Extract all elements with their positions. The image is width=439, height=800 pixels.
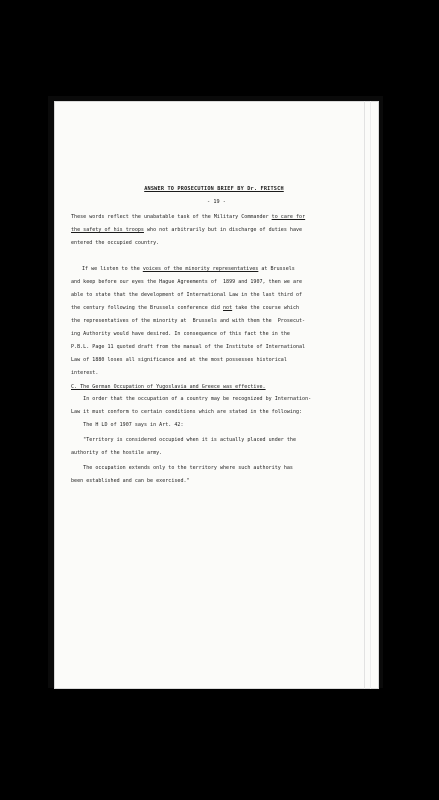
page-number: - 19 - bbox=[207, 199, 226, 205]
text-line: interest. bbox=[71, 370, 99, 376]
text-line: Law it must conform to certain conditions which are stated in the following: bbox=[71, 409, 303, 415]
text-line: the representatives of the minority at Brussels and with them the Prosecut- bbox=[71, 318, 306, 324]
text-line: and keep before our eyes the Hague Agreements of 1899 and 1907, then we are bbox=[71, 279, 303, 285]
text-line: been established and can be exercised." bbox=[71, 478, 190, 484]
text-line: entered the occupied country. bbox=[71, 240, 160, 246]
document-heading: ANSWER TO PROSECUTION BRIEF BY Dr. FRITSCH bbox=[144, 186, 284, 192]
text-line: These words reflect the unabatable task of the Military Commander to care for bbox=[71, 214, 306, 220]
text-line: able to state that the development of International Law in the last third of bbox=[71, 292, 303, 298]
text-line: In order that the occupation of a country may be recognized by Internation- bbox=[71, 396, 312, 402]
text-line: If we listen to the voices of the minority representatives at Brussels bbox=[82, 266, 295, 272]
text-line: the safety of his troops who not arbitrarily but in discharge of duties have bbox=[71, 227, 303, 233]
text-line: authority of the hostile army. bbox=[71, 450, 163, 456]
text-line: The occupation extends only to the territory where such authority has bbox=[71, 465, 293, 471]
section-heading: C. The German Occupation of Yugoslavia and Greece was effective. bbox=[71, 384, 266, 390]
text-line: Law of 1880 loses all significance and at the most possesses historical bbox=[71, 357, 287, 363]
text-line: "Territory is considered occupied when it is actually placed under the bbox=[71, 437, 296, 443]
text-line: ing Authority would have desired. In consequence of this fact the in the bbox=[71, 331, 290, 337]
text-line: The H LD of 1907 says in Art. 42: bbox=[71, 422, 184, 428]
text-line: the century following the Brussels conference did not take the course which bbox=[71, 305, 300, 311]
text-line: P.B.L. Page 11 quoted draft from the manual of the Institute of International bbox=[71, 344, 306, 350]
